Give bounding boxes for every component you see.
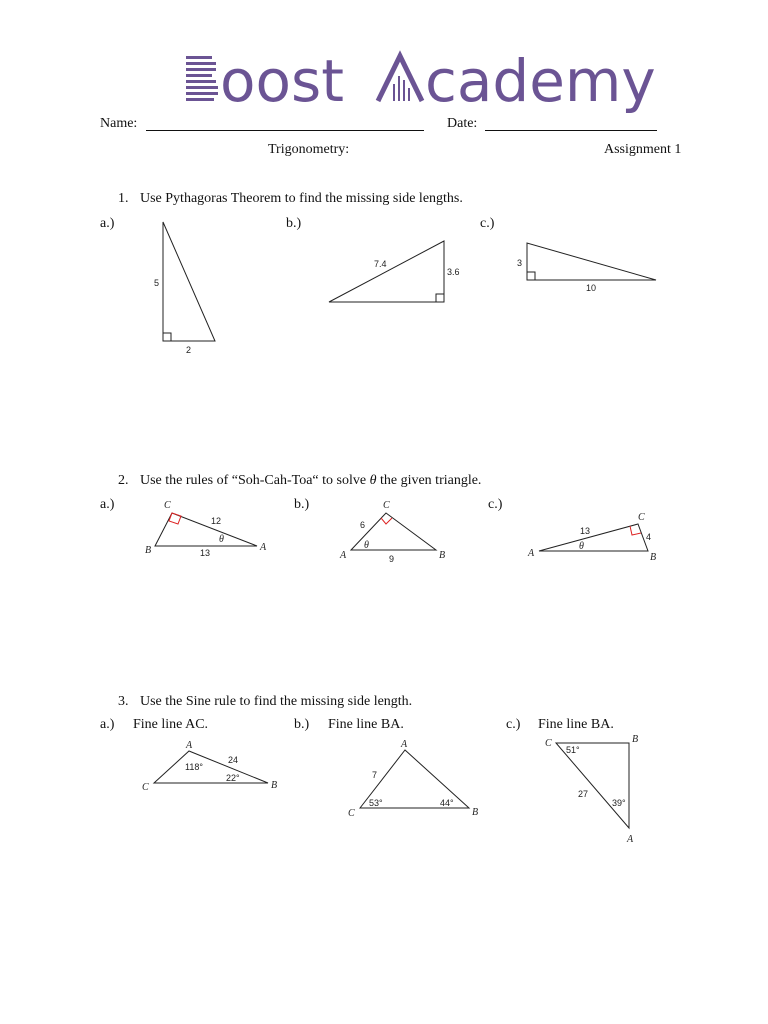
q3-part-a-label: a.) [100,717,115,732]
q3c-angle-39: 39° [612,798,626,808]
q3c-vertex-b: B [632,734,639,745]
q3a-triangle [154,751,268,783]
q2a-side-12: 12 [211,516,222,526]
q3-part-c-task: Fine line BA. [538,717,614,732]
q3a-vertex-c: C [142,782,149,793]
q2-number: 2. [118,473,129,488]
q3a-side-24: 24 [228,755,239,765]
q1b-triangle [329,241,444,302]
q2-text-before: Use the rules of “Soh-Cah-Toa“ to solve [140,473,367,488]
q3a-angle-118: 118° [185,762,203,772]
q1c-triangle [527,243,656,280]
q2b-vertex-a: A [340,550,347,561]
date-label: Date: [447,116,478,131]
q2a-vertex-c: C [164,500,171,511]
name-label: Name: [100,116,138,131]
q2a-theta: θ [219,534,224,545]
q1c-side-3: 3 [517,258,523,268]
q2c-side-4: 4 [646,532,652,542]
q3b-side-7: 7 [372,770,378,780]
q3c-triangle [556,743,629,828]
q3-part-b-task: Fine line BA. [328,717,404,732]
q1b-side-7-4: 7.4 [374,259,387,269]
q2-theta-symbol: θ [369,473,377,488]
q2b-right-angle-mark [381,518,392,524]
q1-text: Use Pythagoras Theorem to find the missing side lengths. [140,191,463,206]
q1a-right-angle-mark [163,333,171,341]
q1-part-a-label: a.) [100,216,115,231]
q2a-side-13: 13 [200,548,211,558]
q3c-angle-51: 51° [566,745,580,755]
q2b-side-9: 9 [389,554,395,564]
q2-part-b-label: b.) [294,497,310,512]
q2a-vertex-a: A [260,542,267,553]
q3-part-c-label: c.) [506,717,521,732]
q2a-vertex-b: B [145,545,152,556]
q2-text-after: the given triangle. [379,473,482,488]
q2c-triangle [539,524,648,551]
q3-part-b-label: b.) [294,717,310,732]
q3-part-a-task: Fine line AC. [133,717,209,732]
q1c-side-10: 10 [586,283,597,293]
q2c-theta: θ [579,541,584,552]
q3b-angle-53: 53° [369,798,383,808]
q2b-vertex-c: C [383,500,390,511]
q3b-vertex-a: A [401,739,408,750]
q3c-vertex-a: A [627,834,634,845]
logo-word-oost: oost [220,47,344,115]
q1-part-c-label: c.) [480,216,495,231]
q2b-vertex-b: B [439,550,446,561]
q3b-vertex-c: C [348,808,355,819]
q2-part-c-label: c.) [488,497,503,512]
q1b-side-3-6: 3.6 [447,267,460,277]
q2c-vertex-b: B [650,552,657,563]
subject-title: Trigonometry: [268,142,350,157]
q2-text [140,473,481,489]
q2c-vertex-a: A [528,548,535,559]
q3-text: Use the Sine rule to find the missing side length. [140,694,413,709]
q3c-side-27: 27 [578,789,589,799]
q1a-side-2: 2 [186,345,192,355]
logo-word-cademy: cademy [425,47,656,115]
q1a-triangle [163,222,215,341]
q2b-theta: θ [364,540,369,551]
q2b-side-6: 6 [360,520,366,530]
q3a-vertex-b: B [271,780,278,791]
q3a-vertex-a: A [186,740,193,751]
q2-part-a-label: a.) [100,497,115,512]
q3b-angle-44: 44° [440,798,454,808]
q2c-side-13: 13 [580,526,591,536]
q3a-angle-22: 22° [226,773,240,783]
q3b-vertex-b: B [472,807,479,818]
q1c-right-angle-mark [527,272,535,280]
q2c-vertex-c: C [638,512,645,523]
q1a-side-5: 5 [154,278,160,288]
q1b-right-angle-mark [436,294,444,302]
q3-number: 3. [118,694,129,709]
q1-number: 1. [118,191,129,206]
q3c-vertex-c: C [545,738,552,749]
q1-part-b-label: b.) [286,216,302,231]
assignment-title: Assignment 1 [604,142,682,157]
